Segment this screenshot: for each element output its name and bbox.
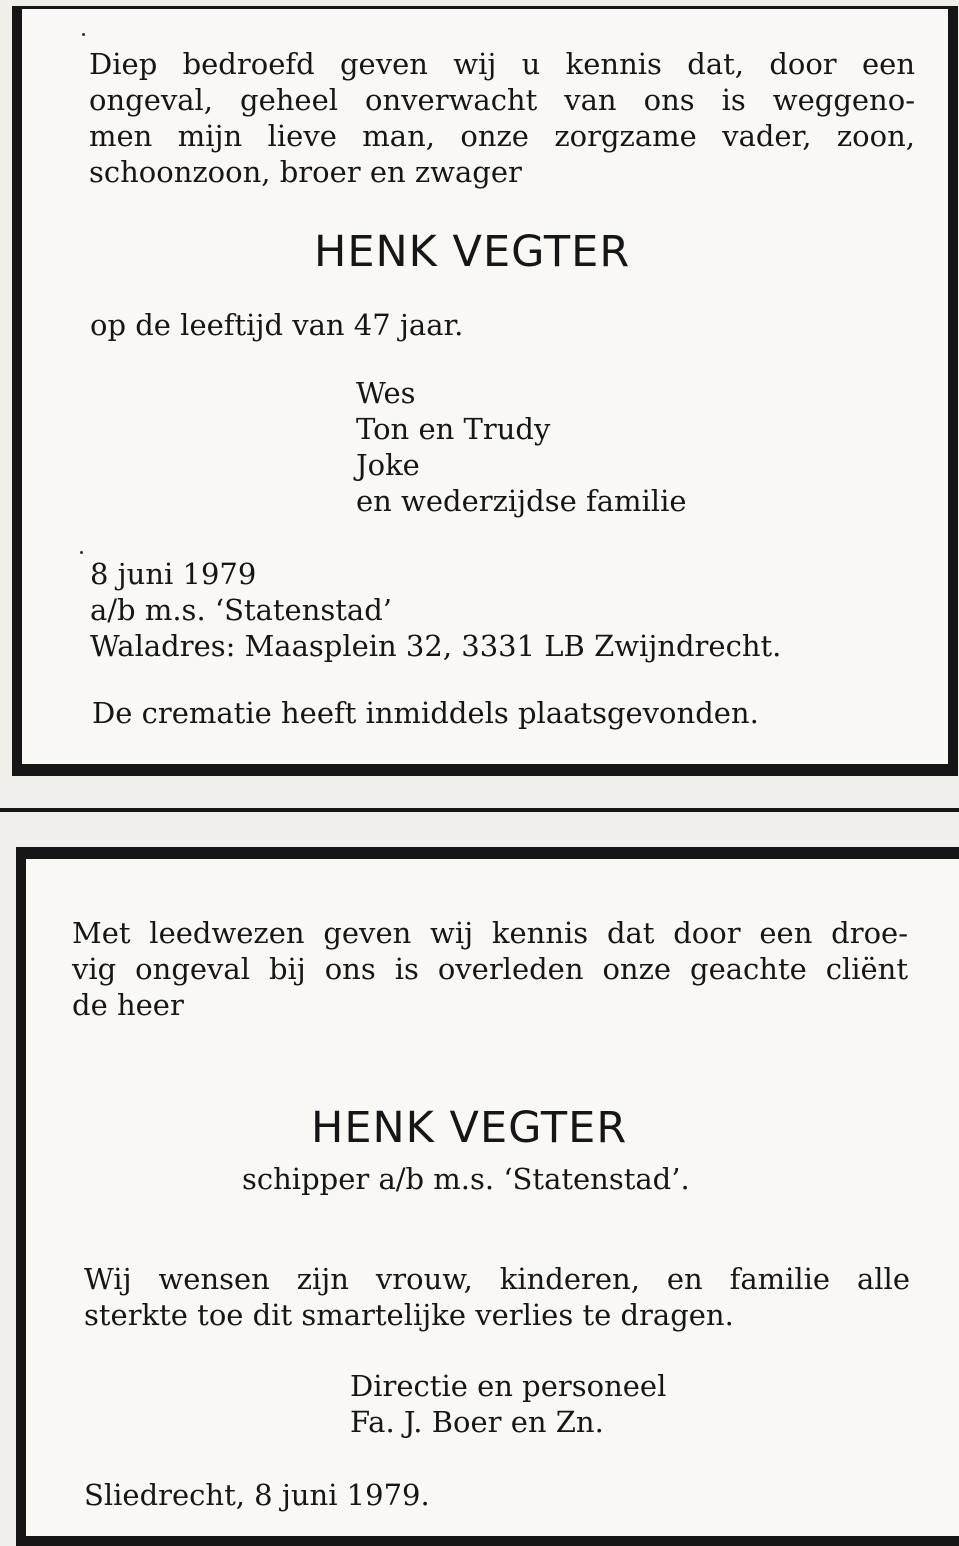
deceased-name: HENK VEGTER bbox=[314, 227, 631, 277]
vessel-line: a/b m.s. ‘Statenstad’ bbox=[90, 593, 393, 627]
notice-details bbox=[90, 556, 781, 664]
intro-line: ongeval, geheel onverwacht van ons is weggeno- bbox=[89, 83, 915, 117]
signatory: Ton en Trudy bbox=[356, 412, 551, 446]
signatory: Joke bbox=[356, 448, 420, 482]
print-speck bbox=[82, 33, 85, 36]
intro-line: vig ongeval bij ons is overleden onze geachte cliënt bbox=[72, 952, 908, 986]
place-date: Sliedrecht, 8 juni 1979. bbox=[84, 1478, 430, 1512]
cremation-note: De crematie heeft inmiddels plaatsgevonden. bbox=[92, 696, 759, 730]
intro-line: de heer bbox=[72, 988, 184, 1022]
wish-line: Wij wensen zijn vrouw, kinderen, en familie alle bbox=[84, 1262, 910, 1296]
deceased-role: schipper a/b m.s. ‘Statenstad’. bbox=[242, 1162, 690, 1196]
signatory: Fa. J. Boer en Zn. bbox=[350, 1405, 604, 1439]
intro-line: men mijn lieve man, onze zorgzame vader, zoon, bbox=[89, 119, 915, 153]
company-signatories bbox=[350, 1368, 666, 1440]
wish-line: sterkte toe dit smartelijke verlies te dragen. bbox=[84, 1298, 734, 1332]
signatory: en wederzijdse familie bbox=[356, 484, 687, 518]
family-notice-intro bbox=[89, 46, 915, 190]
intro-line: Met leedwezen geven wij kennis dat door een droe- bbox=[72, 916, 908, 950]
column-divider bbox=[0, 808, 959, 812]
age-line: op de leeftijd van 47 jaar. bbox=[90, 308, 464, 342]
deceased-name: HENK VEGTER bbox=[311, 1103, 628, 1153]
company-notice-intro bbox=[72, 915, 908, 1023]
intro-line: schoonzoon, broer en zwager bbox=[89, 155, 522, 189]
notice-date: 8 juni 1979 bbox=[90, 557, 257, 591]
signatory: Directie en personeel bbox=[350, 1369, 667, 1403]
family-signatories bbox=[356, 375, 687, 519]
family-death-notice bbox=[12, 6, 958, 776]
condolence-wish bbox=[84, 1261, 910, 1333]
signatory: Wes bbox=[356, 376, 416, 410]
address-line: Waladres: Maasplein 32, 3331 LB Zwijndrecht. bbox=[90, 629, 782, 663]
print-speck bbox=[80, 551, 83, 554]
company-condolence-notice bbox=[16, 847, 959, 1546]
intro-line: Diep bedroefd geven wij u kennis dat, door een bbox=[89, 47, 915, 81]
